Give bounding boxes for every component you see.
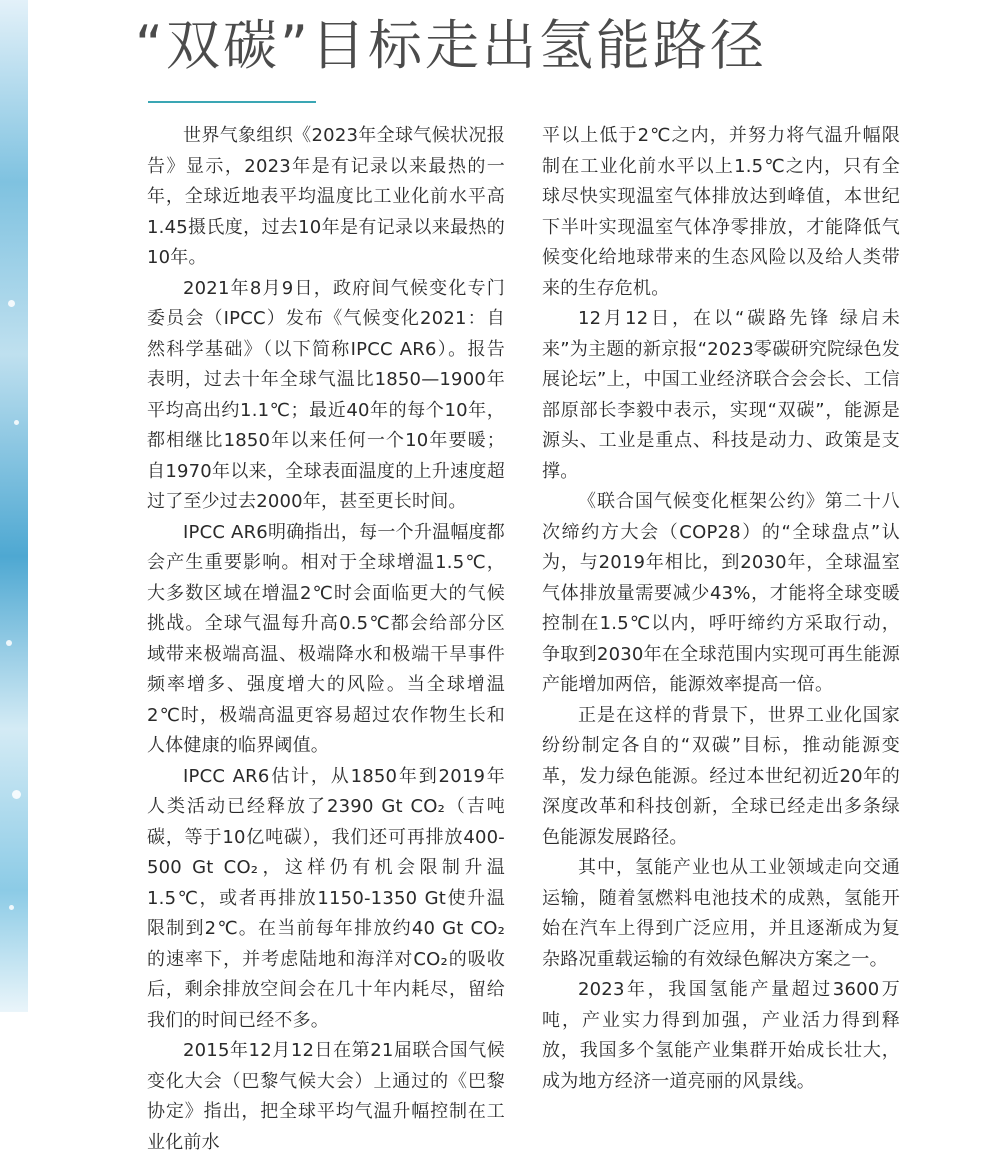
- decorative-edge-band: [0, 0, 28, 1012]
- paragraph: 其中，氢能产业也从工业领域走向交通运输，随着氢燃料电池技术的成熟，氢能开始在汽车上得到广泛应用，并且逐渐成为复杂路况重载运输的有效绿色解决方案之一。: [542, 857, 900, 970]
- page-title: “双碳”目标走出氢能路径: [135, 14, 767, 77]
- paragraph: 正是在这样的背景下，世界工业化国家纷纷制定各自的“双碳”目标，推动能源变革，发力绿色能源。经过本世纪初近20年的深度改革和科技创新，全球已经走出多条绿色能源发展路径。: [542, 704, 900, 848]
- paragraph: IPCC AR6明确指出，每一个升温幅度都会产生重要影响。相对于全球增温1.5℃，大多数区域在增温2℃时会面临更大的气候挑战。全球气温每升高0.5℃都会给部分区域带来极端高温、极端降水和极端干旱事件频率增多、强度增大的风险。当全球增温2℃时，极端高温更容易超过农作物生长和人体健康的临界阈值。: [147, 521, 505, 756]
- paragraph: 2023年，我国氢能产量超过3600万吨，产业实力得到加强，产业活力得到释放，我国多个氢能产业集群开始成长壮大，成为地方经济一道亮丽的风景线。: [542, 979, 900, 1092]
- paragraph: 《联合国气候变化框架公约》第二十八次缔约方大会（COP28）的“全球盘点”认为，与2019年相比，到2030年，全球温室气体排放量需要减少43%，才能将全球变暖控制在1.5℃以内，呼吁缔约方采取行动，争取到2030年在全球范围内实现可再生能源产能增加两倍，能源效率提高一倍。: [542, 491, 900, 695]
- paragraph: 2021年8月9日，政府间气候变化专门委员会（IPCC）发布《气候变化2021：自然科学基础》（以下简称IPCC AR6）。报告表明，过去十年全球气温比1850—1900年平均高出约1.1℃；最近40年的每个10年，都相继比1850年以来任何一个10年要暖；自1970年以来，全球表面温度的上升速度超过了至少过去2000年，甚至更长时间。: [147, 277, 505, 512]
- paragraph: 12月12日，在以“碳路先锋 绿启未来”为主题的新京报“2023零碳研究院绿色发展论坛”上，中国工业经济联合会会长、工信部原部长李毅中表示，实现“双碳”，能源是源头、工业是重点、科技是动力、政策是支撑。: [542, 308, 900, 482]
- title-underline: [148, 101, 316, 103]
- paragraph: IPCC AR6估计，从1850年到2019年人类活动已经释放了2390 Gt CO₂（吉吨碳，等于10亿吨碳），我们还可再排放400-500 Gt CO₂，这样仍有机会限制升温1.5℃，或者再排放1150-1350 Gt使升温限制到2℃。在当前每年排放约40 Gt CO₂的速率下，并考虑陆地和海洋对CO₂的吸收后，剩余排放空间会在几十年内耗尽，留给我们的时间已经不多。: [147, 765, 505, 1031]
- paragraph: 世界气象组织《2023年全球气候状况报告》显示，2023年是有记录以来最热的一年，全球近地表平均温度比工业化前水平高1.45摄氏度，过去10年是有记录以来最热的10年。: [147, 125, 505, 268]
- paragraph: 2015年12月12日在第21届联合国气候变化大会（巴黎气候大会）上通过的《巴黎协定》指出，把全球平均气温升幅控制在工业化前水: [147, 1040, 505, 1153]
- paragraph-continuation: 平以上低于2℃之内，并努力将气温升幅限制在工业化前水平以上1.5℃之内，只有全球尽快实现温室气体排放达到峰值，本世纪下半叶实现温室气体净零排放，才能降低气候变化给地球带来的生态风险以及给人类带来的生存危机。: [542, 125, 900, 299]
- right-column: [542, 121, 900, 1097]
- left-column: [147, 121, 505, 1158]
